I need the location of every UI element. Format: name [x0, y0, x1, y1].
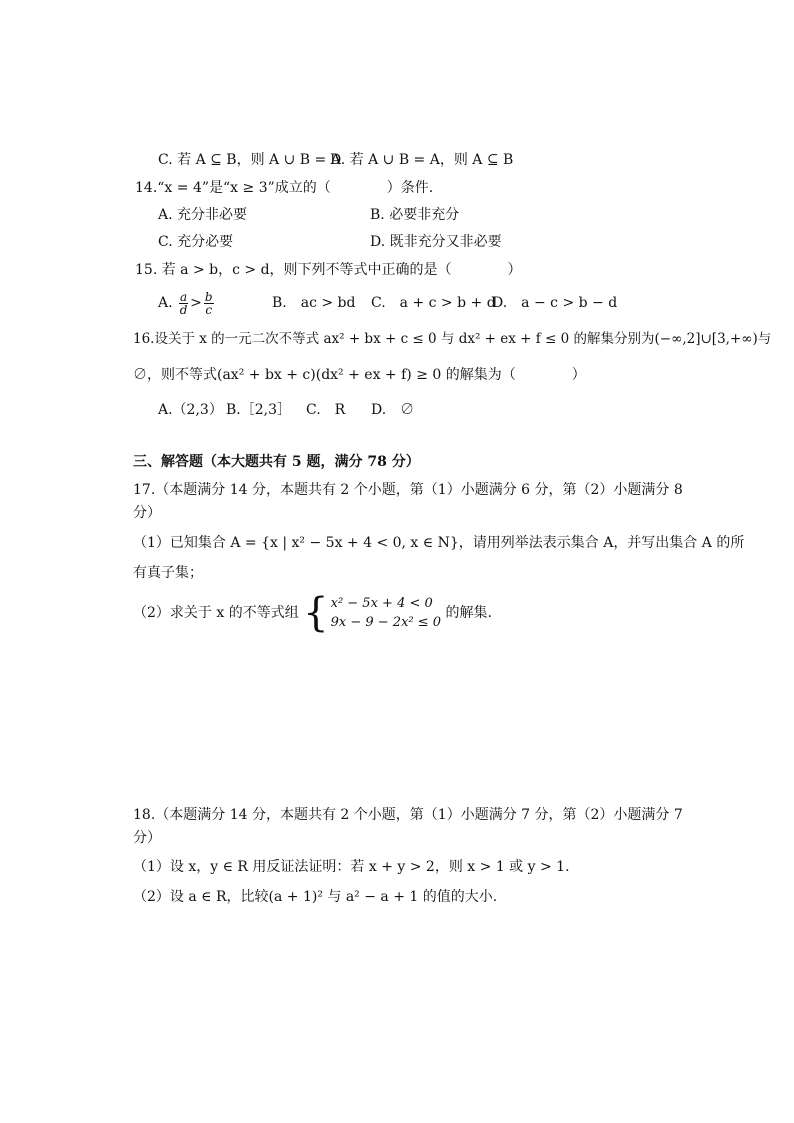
q15-option-d: D. a − c > b − d: [492, 295, 618, 311]
q15-frac2-num: b: [204, 289, 213, 304]
q17-part1-line2: 有真子集；: [133, 565, 203, 581]
q16-option-a: A.（2,3）: [158, 402, 223, 418]
q16-option-c: C. R: [306, 402, 346, 418]
q13-option-d: D. 若 A ∪ B = A，则 A ⊆ B: [330, 152, 514, 168]
inequality-system: [303, 590, 442, 636]
q17-part1-line1: （1）已知集合 A = {x | x² − 5x + 4 < 0, x ∈ N}，请用列举法表示集合 A，并写出集合 A 的所: [133, 535, 745, 551]
q17-header-line2: 分）: [133, 505, 161, 521]
q15-option-a-prefix: A.: [158, 295, 173, 311]
q16-option-b: B.［2,3］: [226, 402, 292, 418]
q16-option-d: D. ∅: [371, 402, 415, 418]
q14-option-d: D. 既非充分又非必要: [370, 234, 502, 250]
q14-option-b: B. 必要非充分: [370, 207, 460, 223]
q18-header-line2: 分）: [133, 830, 161, 846]
q15-fraction-2: [204, 291, 214, 316]
section-title: 三、解答题（本大题共有 5 题，满分 78 分）: [133, 454, 420, 470]
q15-option-b: B. ac > bd: [272, 295, 356, 311]
q16-stem-line2: ∅，则不等式(ax² + bx + c)(dx² + ex + f) ≥ 0 的解集为（ ）: [133, 367, 586, 383]
q14-option-c: C. 充分必要: [158, 234, 234, 250]
q13-option-c: C. 若 A ⊆ B，则 A ∪ B = A: [158, 152, 341, 168]
q15-frac2-den: c: [205, 302, 213, 317]
q15-fraction-1: [179, 291, 188, 316]
q15-option-c: C. a + c > b + d: [371, 295, 496, 311]
q14-option-a: A. 充分非必要: [158, 207, 248, 223]
q15-frac1-num: a: [180, 289, 188, 304]
system-row-2: 9x − 9 − 2x² ≤ 0: [330, 615, 442, 630]
q17-part2-prefix: （2）求关于 x 的不等式组: [133, 605, 299, 621]
system-row-1: x² − 5x + 4 < 0: [330, 596, 433, 611]
q16-stem-line1: 16.设关于 x 的一元二次不等式 ax² + bx + c ≤ 0 与 dx² + ex + f ≤ 0 的解集分别为(−∞,2]∪[3,+∞)与: [133, 331, 772, 347]
q17-part2-suffix: 的解集.: [445, 605, 492, 621]
q18-header-line1: 18.（本题满分 14 分，本题共有 2 个小题，第（1）小题满分 7 分，第（2）小题满分 7: [133, 807, 683, 823]
q15-frac1-den: d: [179, 302, 188, 317]
q18-part2: （2）设 a ∈ R，比较(a + 1)² 与 a² − a + 1 的值的大小.: [133, 889, 498, 905]
q18-part1: （1）设 x，y ∈ R 用反证法证明：若 x + y > 2，则 x > 1 或 y > 1.: [133, 859, 570, 875]
q14-stem: 14.“x = 4”是“x ≥ 3”成立的（ ）条件.: [135, 180, 434, 196]
q17-part2: [133, 590, 492, 636]
q17-header-line1: 17.（本题满分 14 分，本题共有 2 个小题，第（1）小题满分 6 分，第（2）小题满分 8: [133, 482, 683, 498]
q15-op: >: [190, 295, 202, 311]
left-brace-icon: {: [303, 590, 329, 636]
q15-stem: 15. 若 a > b，c > d，则下列不等式中正确的是（ ）: [135, 262, 522, 278]
q15-option-a: [158, 290, 216, 316]
